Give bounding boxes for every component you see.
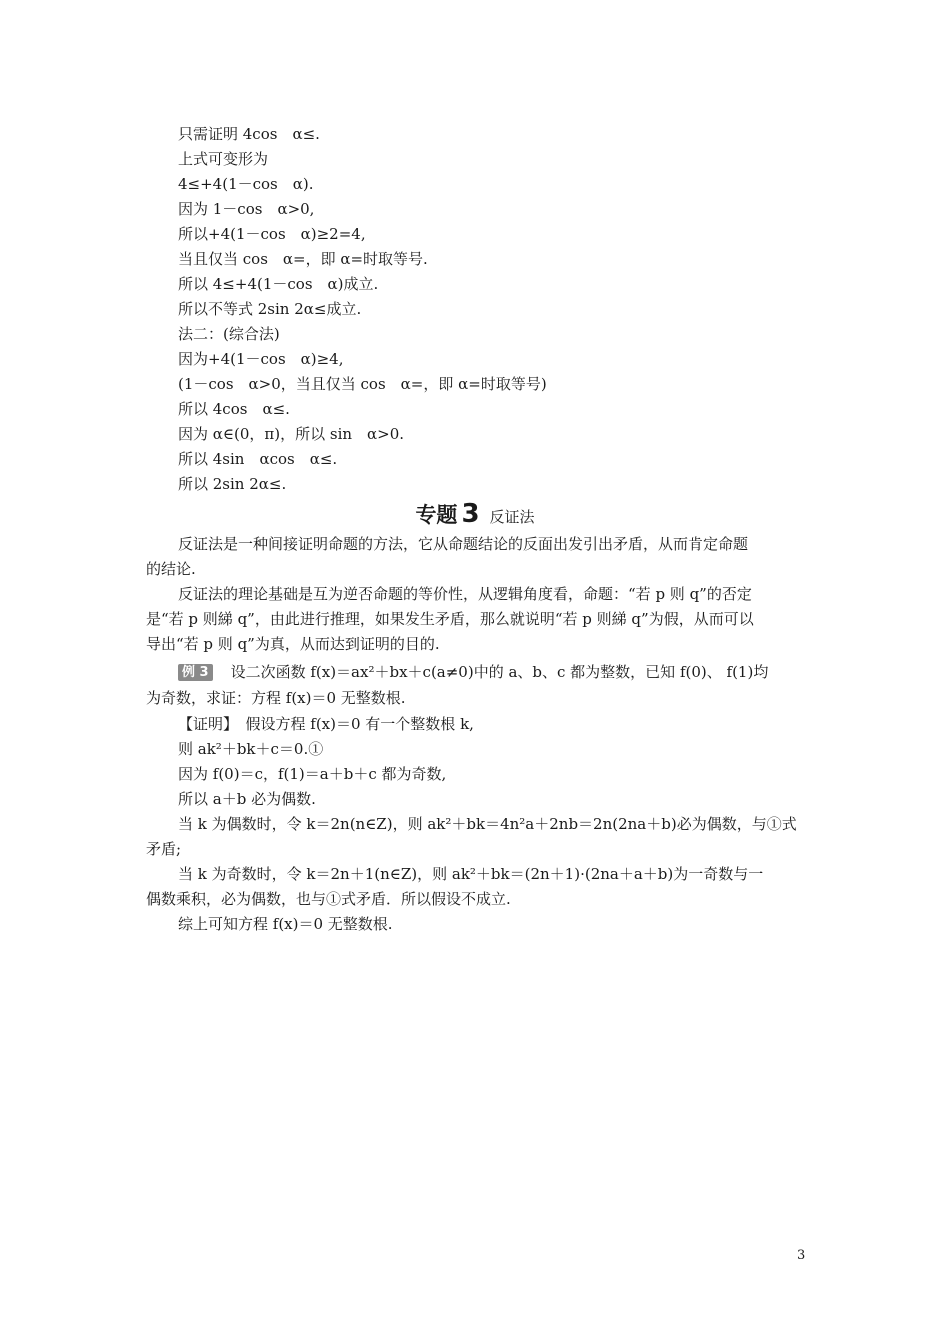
example-line: 为奇数，求证：方程 f(x)＝0 无整数根. <box>146 689 406 707</box>
proof-line: 所以 4cos α≤. <box>178 400 290 418</box>
proof-line: 只需证明 4cos α≤. <box>178 125 320 143</box>
proof-line: 因为+4(1－cos α)≥4, <box>178 350 344 368</box>
proof-line: 当 k 为奇数时，令 k＝2n＋1(n∈Z)，则 ak²＋bk＝(2n＋1)·(2na＋a＋b)为一奇数与一 <box>178 865 764 883</box>
section-heading <box>0 500 950 531</box>
proof-line: 所以 4≤+4(1－cos α)成立. <box>178 275 379 293</box>
proof-line: 则 ak²＋bk＋c＝0.① <box>178 740 324 758</box>
proof-line: 因为 1－cos α>0, <box>178 200 315 218</box>
example-text: 设二次函数 f(x)＝ax²＋bx＋c(a≠0)中的 a、b、c 都为整数，已知 f(0)、 f(1)均 <box>230 663 769 681</box>
proof-line: 因为 α∈(0，π)，所以 sin α>0. <box>178 425 405 443</box>
proof-line: 当且仅当 cos α=，即 α=时取等号. <box>178 250 428 268</box>
proof-line: 所以不等式 2sin 2α≤成立. <box>178 300 362 318</box>
proof-line: (1－cos α>0，当且仅当 cos α=，即 α=时取等号) <box>178 375 547 393</box>
section-subtitle: 反证法 <box>489 508 535 526</box>
paragraph-line: 反证法是一种间接证明命题的方法，它从命题结论的反面出发引出矛盾，从而肯定命题 <box>178 535 749 553</box>
proof-conclusion: 综上可知方程 f(x)＝0 无整数根. <box>178 915 393 933</box>
proof-line: 偶数乘积，必为偶数，也与①式矛盾．所以假设不成立. <box>146 890 511 908</box>
proof-line: 上式可变形为 <box>178 150 269 168</box>
proof-line: 矛盾; <box>146 840 182 858</box>
method-two-label: 法二：(综合法) <box>178 325 280 343</box>
proof-line: 所以 4sin αcos α≤. <box>178 450 338 468</box>
page-number: 3 <box>797 1248 806 1263</box>
section-title: 专题 <box>415 503 458 527</box>
example-line <box>178 662 768 682</box>
proof-line: 当 k 为偶数时，令 k＝2n(n∈Z)，则 ak²＋bk＝4n²a＋2nb＝2n(2na＋b)必为偶数，与①式 <box>178 815 797 833</box>
paragraph-line: 的结论. <box>146 560 196 578</box>
example-badge: 例 3 <box>178 664 213 681</box>
proof-line: 所以+4(1－cos α)≥2=4, <box>178 225 366 243</box>
proof-line: 因为 f(0)＝c，f(1)＝a＋b＋c 都为奇数, <box>178 765 447 783</box>
paragraph-line: 是“若 p 则綈 q”，由此进行推理，如果发生矛盾，那么就说明“若 p 则綈 q”为假，从而可以 <box>146 610 754 628</box>
paragraph-line: 反证法的理论基础是互为逆否命题的等价性，从逻辑角度看，命题：“若 p 则 q”的否定 <box>178 585 752 603</box>
section-number: 3 <box>461 499 480 529</box>
paragraph-line: 导出“若 p 则 q”为真，从而达到证明的目的. <box>146 635 440 653</box>
proof-line: 所以 a＋b 必为偶数. <box>178 790 316 808</box>
proof-line: 4≤+4(1－cos α). <box>178 175 314 193</box>
proof-line: 所以 2sin 2α≤. <box>178 475 287 493</box>
proof-line: 【证明】 假设方程 f(x)＝0 有一个整数根 k, <box>178 715 474 733</box>
